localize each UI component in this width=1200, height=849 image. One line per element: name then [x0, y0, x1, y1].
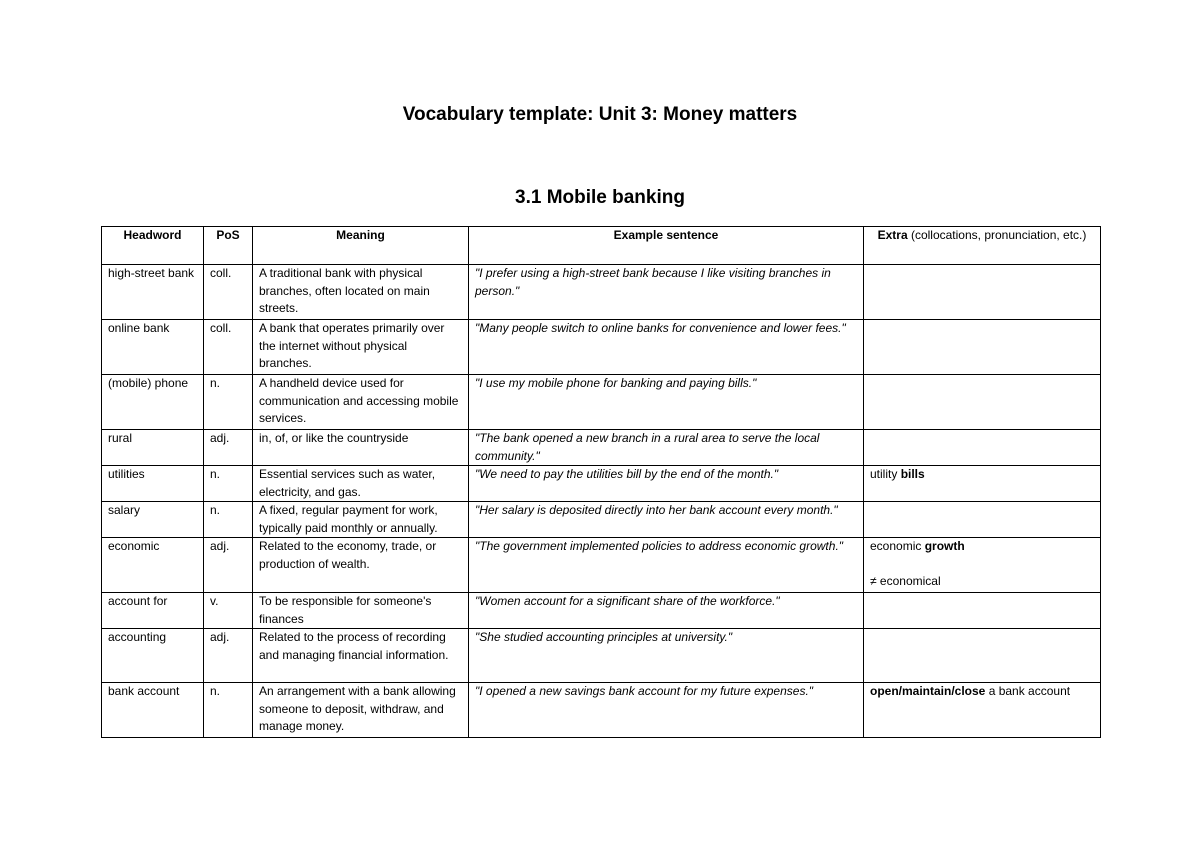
header-extra: Extra (collocations, pronunciation, etc.): [864, 227, 1101, 265]
table-row: [102, 502, 1101, 538]
meaning-cell: A bank that operates primarily over the internet without physical branches.: [253, 320, 469, 375]
headword-cell: account for: [102, 593, 204, 629]
collocation-plain: a bank account: [985, 684, 1071, 698]
table-row: [102, 320, 1101, 375]
table-row: [102, 538, 1101, 593]
extra-cell: [864, 538, 1101, 593]
pos-cell: n.: [204, 466, 253, 502]
header-headword: Headword: [102, 227, 204, 265]
pos-cell: adj.: [204, 430, 253, 466]
pos-cell: v.: [204, 593, 253, 629]
pos-cell: n.: [204, 683, 253, 738]
headword-cell: high-street bank: [102, 265, 204, 320]
header-example: Example sentence: [469, 227, 864, 265]
collocation-bold: bills: [900, 467, 925, 481]
table-row: [102, 375, 1101, 430]
table-row: [102, 593, 1101, 629]
meaning-cell: A traditional bank with physical branches, often located on main streets.: [253, 265, 469, 320]
meaning-cell: A handheld device used for communication and accessing mobile services.: [253, 375, 469, 430]
meaning-cell: A fixed, regular payment for work, typically paid monthly or annually.: [253, 502, 469, 538]
table-row: [102, 265, 1101, 320]
usage-note: ≠ economical: [870, 574, 941, 588]
extra-cell: [864, 502, 1101, 538]
extra-cell: [864, 683, 1101, 738]
meaning-cell: Related to the economy, trade, or production of wealth.: [253, 538, 469, 593]
example-cell: "The bank opened a new branch in a rural area to serve the local community.": [469, 430, 864, 466]
example-cell: "The government implemented policies to address economic growth.": [469, 538, 864, 593]
example-cell: "She studied accounting principles at university.": [469, 629, 864, 683]
meaning-cell: An arrangement with a bank allowing someone to deposit, withdraw, and manage money.: [253, 683, 469, 738]
extra-cell: [864, 466, 1101, 502]
headword-cell: utilities: [102, 466, 204, 502]
extra-cell: [864, 320, 1101, 375]
meaning-cell: in, of, or like the countryside: [253, 430, 469, 466]
example-cell: "Many people switch to online banks for convenience and lower fees.": [469, 320, 864, 375]
table-row: [102, 629, 1101, 683]
headword-cell: rural: [102, 430, 204, 466]
meaning-cell: Essential services such as water, electricity, and gas.: [253, 466, 469, 502]
table-row: [102, 683, 1101, 738]
headword-cell: online bank: [102, 320, 204, 375]
collocation-plain: utility: [870, 467, 901, 481]
section-title: 3.1 Mobile banking: [515, 187, 685, 208]
example-cell: "I prefer using a high-street bank because I like visiting branches in person.": [469, 265, 864, 320]
pos-cell: n.: [204, 375, 253, 430]
table-header-row: [102, 227, 1101, 265]
example-cell: "We need to pay the utilities bill by the end of the month.": [469, 466, 864, 502]
pos-cell: adj.: [204, 629, 253, 683]
extra-cell: [864, 593, 1101, 629]
example-cell: "I use my mobile phone for banking and paying bills.": [469, 375, 864, 430]
example-cell: "I opened a new savings bank account for my future expenses.": [469, 683, 864, 738]
headword-cell: accounting: [102, 629, 204, 683]
headword-cell: bank account: [102, 683, 204, 738]
example-cell: "Her salary is deposited directly into her bank account every month.": [469, 502, 864, 538]
pos-cell: adj.: [204, 538, 253, 593]
extra-cell: [864, 430, 1101, 466]
collocation-bold: growth: [924, 539, 965, 553]
collocation-bold: open/maintain/close: [870, 684, 986, 698]
headword-cell: economic: [102, 538, 204, 593]
example-cell: "Women account for a significant share of the workforce.": [469, 593, 864, 629]
header-pos: PoS: [204, 227, 253, 265]
headword-cell: (mobile) phone: [102, 375, 204, 430]
collocation-plain: economic: [870, 539, 925, 553]
header-meaning: Meaning: [253, 227, 469, 265]
extra-cell: [864, 375, 1101, 430]
table-row: [102, 466, 1101, 502]
meaning-cell: To be responsible for someone's finances: [253, 593, 469, 629]
pos-cell: coll.: [204, 265, 253, 320]
vocabulary-table: [101, 226, 1101, 738]
pos-cell: coll.: [204, 320, 253, 375]
extra-cell: [864, 629, 1101, 683]
pos-cell: n.: [204, 502, 253, 538]
document-title: Vocabulary template: Unit 3: Money matters: [402, 104, 798, 125]
headword-cell: salary: [102, 502, 204, 538]
extra-cell: [864, 265, 1101, 320]
table-row: [102, 430, 1101, 466]
meaning-cell: Related to the process of recording and managing financial information.: [253, 629, 469, 683]
